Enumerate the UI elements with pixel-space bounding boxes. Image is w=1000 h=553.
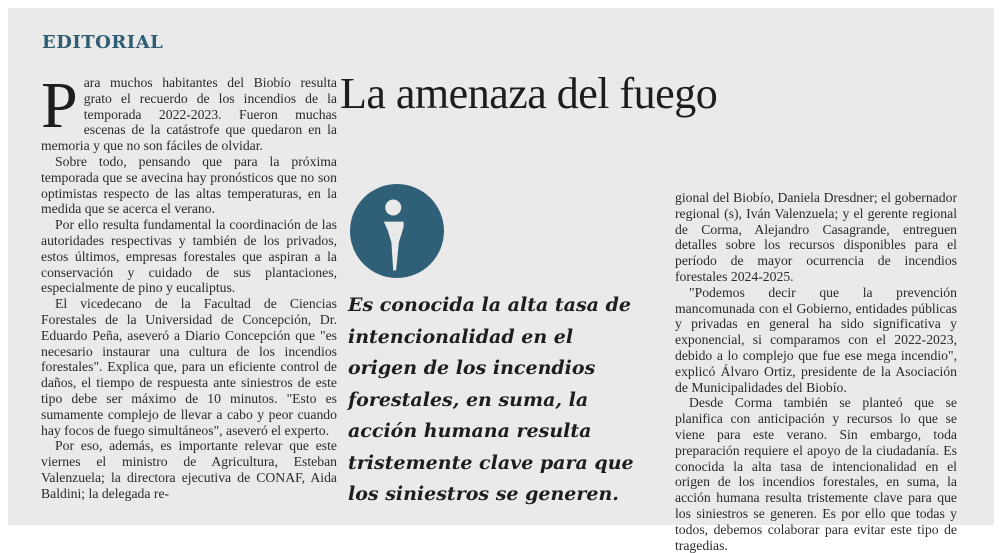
- section-label: EDITORIAL: [42, 32, 164, 53]
- article-paragraph: Sobre todo, pensando que para la próxima temporada que se avecina hay pronósticos que no son optimistas respecto de las altas temperaturas, en la medida que se acerca el verano.: [41, 153, 337, 217]
- article-paragraph: El vicedecano de la Facultad de Ciencias Forestales de la Universidad de Concepción, Dr. Eduardo Peña, aseveró a Diario Concepción que "es necesario instaurar una cultura de los incendios forestales". Explica que, para un eficiente control de daños, el tiempo de respuesta ante siniestros de este tipo debe ser máximo de 10 minutos. "Esto es sumamente complejo de llevar a cabo y peor cuando hay focos de fuego simultáneos", aseveró el experto.: [41, 296, 337, 438]
- article-column-left: [41, 69, 337, 502]
- drop-cap: P: [41, 69, 78, 142]
- article-paragraph: Desde Corma también se planteó que se planifica con anticipación y recursos lo que se viene para este verano. Sin embargo, toda preparación requiere el apoyo de la ciudadanía. Es conocida la alta tasa de intencionalidad en el origen de los incendios forestales, en suma, la acción humana resulta tristemente clave para que los siniestros se generen. Es por ello que todas y todos, debemos colaborar para evitar este tipo de tragedias.: [675, 395, 957, 553]
- exclamation-circle-icon: [350, 184, 444, 278]
- article-paragraph: gional del Biobío, Daniela Dresdner; el gobernador regional (s), Iván Valenzuela; y el gerente regional de Corma, Alejandro Casagrande, entreguen detalles sobre los recursos disponibles para el período de mayor ocurrencia de incendios forestales 2024-2025.: [675, 190, 957, 284]
- pull-quote: Es conocida la alta tasa de intencionalidad en el origen de los incendios forestales, en suma, la acción humana resulta tristemente clave para que los siniestros se generen.: [348, 294, 634, 505]
- article-column-right: [675, 190, 957, 553]
- article-paragraph: "Podemos decir que la prevención mancomunada con el Gobierno, entidades públicas y privadas en general ha sido significativa y exponencial, si comparamos con el 2022-2023, debido a lo complejo que fue ese mega incendio", explicó Álvaro Ortiz, presidente de la Asociación de Municipalidades del Biobío.: [675, 284, 957, 395]
- article-paragraph: Para muchos habitantes del Biobío resulta grato el recuerdo de los incendios de la temporada 2022-2023. Fueron muchas escenas de la catástrofe que quedaron en la memoria y que no son fáciles de olvidar.: [41, 69, 337, 154]
- article-paragraph: Por ello resulta fundamental la coordinación de las autoridades respectivas y también de los privados, estos últimos, empresas forestales que aspiran a la conservación y cuidado de sus plantaciones, especialmente de pino y eucaliptus.: [41, 217, 337, 296]
- article-paragraph: Por eso, además, es importante relevar que este viernes el ministro de Agricultura, Esteban Valenzuela; la directora ejecutiva de CONAF, Aida Baldini; la delegada re-: [41, 438, 337, 501]
- newspaper-page: [8, 8, 994, 553]
- headline: La amenaza del fuego: [340, 69, 718, 118]
